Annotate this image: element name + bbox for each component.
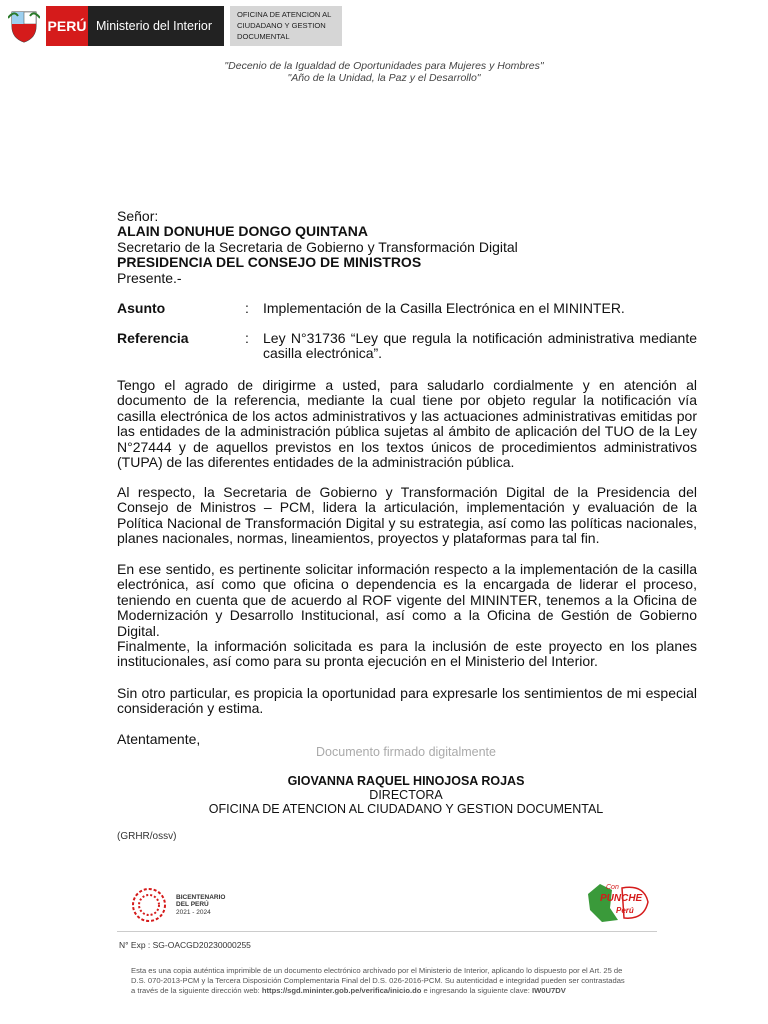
salutation: Señor:	[117, 208, 159, 224]
presente: Presente.-	[117, 269, 182, 286]
referencia-row	[117, 331, 697, 362]
asunto-row	[117, 301, 697, 316]
decenio-banner	[0, 60, 768, 84]
office-label-line: OFICINA DE ATENCION AL	[237, 10, 332, 19]
footer-line: D.S. 070-2013-PCM y la Tercera Disposición Complementaria Final del D.S. 026-2016-PCM. Su autenticidad e integridad pueden ser contrastadas	[131, 976, 625, 985]
signer-role: DIRECTORA	[369, 788, 443, 802]
ministry-label: Ministerio del Interior	[88, 6, 224, 46]
recipient-block	[117, 209, 697, 286]
body-paragraph-1: Tengo el agrado de dirigirme a usted, para saludarlo cordialmente y en atención al documento de la referencia, mediante la cual tiene por objeto regular la notificación vía casilla electrónica de los actos administrativos y las actuaciones administrativas emitidas por las entidades de la administración pública sujetas al ámbito de aplicación del TUO de la Ley N°27444 y de aquellos previstos en los textos únicos de procedimientos administrativos (TUPA) de las diferentes entidades de la administración pública.	[117, 377, 697, 471]
verification-link[interactable]: https://sgd.mininter.gob.pe/verifica/inicio.do	[261, 986, 422, 995]
punche-line: Con	[606, 884, 619, 891]
expediente-number: N° Exp : SG-OACGD20230000255	[119, 940, 251, 950]
body-paragraph-4: Finalmente, la información solicitada es para la inclusión de este proyecto en los planes institucionales, así como para su pronta ejecución en el Ministerio del Interior.	[117, 638, 697, 670]
referencia-colon: :	[245, 330, 249, 346]
bicentenario-emblem-icon	[128, 885, 170, 925]
bicentenario-line: BICENTENARIO	[176, 893, 226, 901]
asunto-label: Asunto	[117, 300, 166, 316]
asunto-colon: :	[245, 300, 249, 316]
footer-line: Esta es una copia auténtica imprimible de un documento electrónico archivado por el Ministerio de Interior, aplicando lo dispuesto por el Art. 25 de	[131, 966, 623, 975]
office-label-line: CIUDADANO Y GESTION	[237, 21, 326, 30]
punche-line: Perú	[616, 906, 634, 915]
peru-coat-of-arms-icon	[6, 6, 42, 46]
closing: Atentamente,	[117, 731, 201, 747]
letterhead	[6, 6, 342, 46]
initials: (GRHR/ossv)	[117, 831, 177, 842]
body-paragraph-5: Sin otro particular, es propicia la oportunidad para expresarle los sentimientos de mi especial consideración y estima.	[117, 685, 697, 717]
office-label	[230, 6, 342, 46]
signer-office: OFICINA DE ATENCION AL CIUDADANO Y GESTION DOCUMENTAL	[208, 802, 604, 816]
office-label-line: DOCUMENTAL	[237, 32, 290, 41]
body-paragraph-2: Al respecto, la Secretaria de Gobierno y Transformación Digital de la Presidencia del Consejo de Ministros – PCM, lidera la articulación, implementación y evaluación de la Política Nacional de Transformación Digital y su estrategia, así como las políticas nacionales, planes nacionales, normas, lineamientos, proyectos y plataformas para tal fin.	[117, 484, 697, 547]
digital-signature-note: Documento firmado digitalmente	[316, 745, 496, 759]
recipient-position: Secretario de la Secretaria de Gobierno y Transformación Digital	[117, 238, 518, 255]
con-punche-peru-logo	[582, 880, 652, 925]
asunto-value: Implementación de la Casilla Electrónica en el MININTER.	[263, 300, 625, 316]
bicentenario-logo	[128, 885, 225, 925]
punche-line: PUNCHE	[600, 893, 643, 904]
recipient-name: ALAIN DONUHUE DONGO QUINTANA	[117, 223, 368, 240]
bicentenario-line: 2021 - 2024	[176, 908, 211, 916]
signer-name: GIOVANNA RAQUEL HINOJOSA ROJAS	[287, 774, 525, 788]
decenio-line: "Decenio de la Igualdad de Oportunidades para Mujeres y Hombres"	[224, 60, 544, 72]
footer-line	[131, 986, 631, 996]
bicentenario-line: DEL PERÚ	[176, 901, 209, 909]
peru-brand-label: PERÚ	[46, 6, 88, 46]
authenticity-footer	[131, 966, 631, 996]
verification-code: IW0U7DV	[532, 986, 566, 995]
anio-line: "Año de la Unidad, la Paz y el Desarrollo"	[287, 72, 481, 84]
referencia-label: Referencia	[117, 330, 189, 346]
bicentenario-text	[176, 894, 225, 917]
footer-divider	[117, 931, 657, 932]
footer-text: e ingresando la siguiente clave:	[423, 986, 530, 995]
recipient-organization: PRESIDENCIA DEL CONSEJO DE MINISTROS	[117, 254, 422, 271]
footer-text: a través de la siguiente dirección web:	[131, 986, 260, 995]
body-paragraph-3: En ese sentido, es pertinente solicitar información respecto a la implementación de la casilla electrónica, así como que oficina o dependencia es la encargada de liderar el proceso, teniendo en cuenta que de acuerdo al ROF vigente del MININTER, tenemos a la Oficina de Modernización y Desarrollo Institucional, así como a la Oficina de Gestión de Gobierno Digital.	[117, 561, 697, 639]
referencia-value: Ley N°31736 “Ley que regula la notificación administrativa mediante casilla electrónica”.	[263, 330, 697, 362]
